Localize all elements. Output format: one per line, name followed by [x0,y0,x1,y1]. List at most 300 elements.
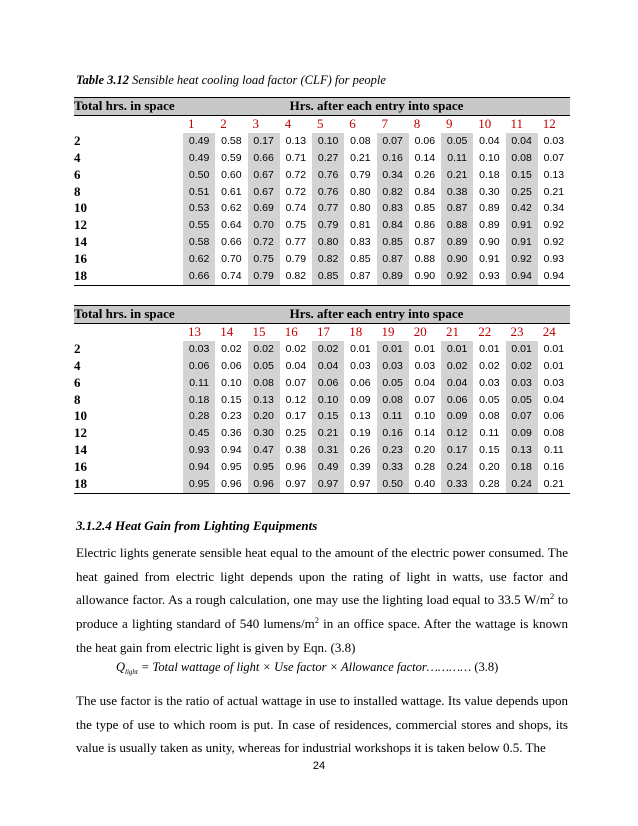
row-label-total-hrs: 14 [74,442,87,458]
clf-value-cell: 0.24 [506,476,538,493]
table-row [74,425,570,442]
clf-value-cell: 0.04 [506,133,538,150]
equation-number: (3.8) [471,660,499,674]
clf-value-cell: 0.82 [312,251,344,268]
clf-value-cell: 0.09 [441,408,473,425]
row-label-total-hrs: 8 [74,391,81,407]
hour-cell: 21 [446,323,459,339]
clf-value-cell: 0.09 [506,425,538,442]
clf-value-cell: 0.06 [312,375,344,392]
span-header-hrs-after: Hrs. after each entry into space [183,98,570,116]
clf-value-cell: 0.01 [350,342,371,355]
clf-value-cell: 0.53 [183,200,215,217]
clf-value-cell: 0.74 [285,202,307,215]
clf-value-cell: 0.11 [544,444,564,457]
table-row [74,375,570,392]
clf-value-cell: 0.96 [285,461,307,474]
clf-value-cell: 0.90 [479,236,500,249]
clf-value-cell: 0.33 [441,476,473,493]
clf-value-cell: 0.02 [248,341,280,358]
clf-value-cell: 0.08 [543,427,565,440]
table-row [74,217,570,234]
clf-value-cell: 0.08 [377,392,409,409]
clf-value-cell: 0.38 [285,444,307,457]
clf-value-cell: 0.87 [377,251,409,268]
table-caption [76,73,386,88]
clf-value-cell: 0.17 [285,410,307,423]
clf-value-cell: 0.77 [312,200,344,217]
hours-row [74,323,570,340]
paragraph-lighting [76,541,568,660]
clf-value-cell: 0.21 [538,476,570,493]
clf-value-cell: 0.03 [543,134,565,147]
clf-value-cell: 0.84 [377,217,409,234]
clf-value-cell: 0.13 [543,168,565,181]
clf-value-cell: 0.18 [479,168,500,181]
clf-value-cell: 0.10 [479,151,500,164]
clf-value-cell: 0.72 [285,168,307,181]
table-row [74,150,570,167]
clf-value-cell: 0.94 [183,459,215,476]
clf-value-cell: 0.40 [409,476,441,493]
section-heading: 3.1.2.4 Heat Gain from Lighting Equipments [76,518,318,533]
clf-value-cell: 0.04 [414,376,436,389]
clf-value-cell: 0.11 [377,408,409,425]
clf-value-cell: 0.95 [248,459,280,476]
clf-value-cell: 0.66 [248,150,280,167]
hour-cell: 13 [188,323,201,339]
clf-value-cell: 0.25 [506,184,538,201]
clf-value-cell: 0.97 [280,476,312,493]
clf-value-cell: 0.08 [479,410,500,423]
hour-cell: 1 [188,115,195,131]
clf-value-cell: 0.12 [441,425,473,442]
clf-value-cell: 0.04 [285,359,307,372]
clf-value-cell: 0.06 [441,392,473,409]
clf-value-cell: 0.03 [183,341,215,358]
table-row [74,341,570,358]
table-row [74,268,570,285]
clf-value-cell: 0.11 [441,150,473,167]
para1-text-c: in an office space. After the wattage is known the heat gain from electric light is given by Eqn. (3.8) [76,616,569,655]
clf-value-cell: 0.18 [183,392,215,409]
hour-cell: 3 [252,115,259,131]
clf-value-cell: 0.80 [350,202,371,215]
clf-value-cell: 0.70 [248,217,280,234]
clf-value-cell: 0.01 [543,359,565,372]
clf-value-cell: 0.89 [479,202,500,215]
para1-superscript: 2 [550,591,555,602]
hour-cell: 23 [510,323,524,339]
clf-value-cell: 0.13 [350,410,371,423]
clf-value-cell: 0.02 [312,341,344,358]
clf-value-cell: 0.04 [479,134,500,147]
clf-value-cell: 0.69 [248,200,280,217]
clf-value-cell: 0.08 [350,134,371,147]
clf-value-cell: 0.85 [312,268,344,285]
clf-value-cell: 0.92 [543,236,565,249]
clf-value-cell: 0.59 [221,151,242,164]
row-label-total-hrs: 2 [74,132,81,148]
clf-value-cell: 0.04 [441,375,473,392]
clf-table-hours-1-12 [74,97,570,286]
clf-value-cell: 0.06 [221,359,242,372]
para1-superscript: 2 [314,615,319,626]
hour-cell: 22 [478,323,492,339]
row-label-total-hrs: 16 [74,459,87,475]
clf-value-cell: 0.62 [221,202,242,215]
clf-value-cell: 0.64 [221,219,242,232]
clf-value-cell: 0.07 [285,376,307,389]
clf-value-cell: 0.96 [215,476,247,493]
clf-value-cell: 0.13 [285,134,307,147]
clf-value-cell: 0.01 [441,341,473,358]
clf-value-cell: 0.58 [221,134,242,147]
clf-value-cell: 0.02 [221,342,242,355]
clf-value-cell: 0.49 [312,459,344,476]
para1-text-a: Electric lights generate sensible heat equal to the amount of the electric power consumed. The heat gained from electric light depends upon the rating of light in watts, use factor and allowance factor. As a rough calculation, one may use the lighting load equal to 33.5 W/m [76,545,568,608]
clf-value-cell: 0.87 [441,200,473,217]
clf-value-cell: 0.11 [479,427,500,440]
span-header-hrs-after: Hrs. after each entry into space [183,306,570,324]
table-row [74,251,570,268]
hour-cell: 24 [542,323,556,339]
clf-table-hours-13-24 [74,305,570,494]
clf-value-cell: 0.13 [506,442,538,459]
clf-value-cell: 0.85 [414,202,436,215]
row-label-total-hrs: 4 [74,149,81,165]
row-label-total-hrs: 18 [74,268,183,285]
clf-value-cell: 0.76 [312,167,344,184]
row-label-total-hrs: 8 [74,183,81,199]
clf-value-cell: 0.30 [479,185,500,198]
clf-value-cell: 0.02 [441,358,473,375]
clf-value-cell: 0.92 [506,251,538,268]
clf-value-cell: 0.93 [473,268,505,285]
clf-value-cell: 0.91 [506,234,538,251]
hour-cell: 12 [542,115,556,131]
clf-value-cell: 0.26 [350,444,371,457]
clf-value-cell: 0.03 [350,359,371,372]
clf-value-cell: 0.87 [414,236,436,249]
clf-value-cell: 0.94 [221,444,242,457]
clf-value-cell: 0.95 [221,461,242,474]
row-label-total-hrs: 10 [74,200,87,216]
clf-value-cell: 0.16 [377,150,409,167]
clf-value-cell: 0.16 [377,425,409,442]
clf-value-cell: 0.75 [285,219,307,232]
clf-value-cell: 0.51 [183,184,215,201]
clf-value-cell: 0.04 [312,358,344,375]
clf-value-cell: 0.95 [183,476,215,493]
row-label-total-hrs: 2 [74,340,81,356]
clf-value-cell: 0.79 [350,168,371,181]
clf-value-cell: 0.10 [312,133,344,150]
clf-value-cell: 0.20 [248,408,280,425]
clf-value-cell: 0.89 [377,268,409,285]
clf-value-cell: 0.39 [350,461,371,474]
clf-value-cell: 0.21 [312,425,344,442]
clf-value-cell: 0.72 [248,234,280,251]
clf-value-cell: 0.09 [350,393,371,406]
row-label-total-hrs: 16 [74,251,87,267]
clf-value-cell: 0.75 [248,251,280,268]
clf-value-cell: 0.07 [377,133,409,150]
table-row [74,459,570,476]
clf-value-cell: 0.34 [543,202,565,215]
clf-value-cell: 0.67 [248,184,280,201]
hour-cell: 8 [413,115,421,131]
clf-value-cell: 0.33 [377,459,409,476]
clf-value-cell: 0.28 [473,476,505,493]
clf-value-cell: 0.49 [183,133,215,150]
table-row [74,133,570,150]
clf-value-cell: 0.05 [506,392,538,409]
page-number: 24 [312,760,326,772]
clf-value-cell: 0.92 [543,219,565,232]
hour-cell: 9 [446,115,453,131]
clf-value-cell: 0.83 [377,200,409,217]
row-label-total-hrs: 12 [74,425,87,441]
clf-value-cell: 0.94 [538,268,570,285]
clf-value-cell: 0.36 [221,427,242,440]
clf-value-cell: 0.08 [248,375,280,392]
hour-cell: 6 [349,115,356,131]
paragraph-use-factor: The use factor is the ratio of actual wattage in use to installed wattage. Its value depends upon the type of use to which room is put. In case of residences, commercial stores and shops, its value is usually taken as unity, whereas for industrial workshops it is taken below 0.5. The [76,693,568,756]
clf-value-cell: 0.01 [543,342,565,355]
clf-value-cell: 0.26 [414,168,436,181]
clf-value-cell: 0.87 [344,268,376,285]
clf-value-cell: 0.01 [377,341,409,358]
clf-value-cell: 0.17 [248,133,280,150]
clf-value-cell: 0.79 [248,268,280,285]
clf-value-cell: 0.34 [377,167,409,184]
row-label-total-hrs: 6 [74,374,81,390]
caption-label: Table 3.12 [76,73,130,87]
hour-cell: 4 [284,115,292,131]
clf-value-cell: 0.88 [414,253,436,266]
clf-value-cell: 0.79 [312,217,344,234]
clf-value-cell: 0.97 [344,476,376,493]
clf-value-cell: 0.91 [506,217,538,234]
clf-value-cell: 0.77 [285,236,307,249]
clf-value-cell: 0.90 [409,268,441,285]
clf-value-cell: 0.85 [377,234,409,251]
clf-value-cell: 0.11 [183,375,215,392]
row-label-total-hrs: 18 [74,476,183,493]
clf-value-cell: 0.15 [479,444,500,457]
clf-value-cell: 0.92 [441,268,473,285]
clf-value-cell: 0.05 [248,358,280,375]
clf-value-cell: 0.13 [248,392,280,409]
clf-value-cell: 0.15 [221,393,242,406]
table-row [74,442,570,459]
clf-value-cell: 0.25 [285,427,307,440]
hour-cell: 5 [317,115,324,131]
clf-value-cell: 0.31 [312,442,344,459]
clf-value-cell: 0.72 [285,185,307,198]
clf-value-cell: 0.06 [414,134,436,147]
clf-value-cell: 0.06 [543,410,565,423]
clf-value-cell: 0.21 [350,151,371,164]
clf-value-cell: 0.89 [479,219,500,232]
hour-cell: 20 [413,323,427,339]
clf-value-cell: 0.24 [441,459,473,476]
clf-value-cell: 0.62 [183,251,215,268]
clf-value-cell: 0.03 [543,376,565,389]
clf-value-cell: 0.20 [414,444,436,457]
row-label-total-hrs: 10 [74,408,87,424]
clf-value-cell: 0.61 [221,185,242,198]
hour-cell: 18 [349,323,363,339]
clf-value-cell: 0.05 [377,375,409,392]
clf-value-cell: 0.21 [441,167,473,184]
table-row [74,200,570,217]
clf-value-cell: 0.15 [312,408,344,425]
caption-text: Sensible heat cooling load factor (CLF) for people [129,73,386,87]
clf-value-cell: 0.47 [248,442,280,459]
clf-value-cell: 0.23 [221,410,242,423]
para1-text-b: to produce a lighting standard of 540 lumens/m [76,592,568,632]
clf-value-cell: 0.07 [414,393,436,406]
clf-value-cell: 0.03 [414,359,436,372]
hour-cell: 10 [478,115,492,131]
clf-value-cell: 0.03 [377,358,409,375]
table-row [74,167,570,184]
clf-value-cell: 0.83 [350,236,371,249]
clf-value-cell: 0.85 [350,253,371,266]
row-label-total-hrs: 14 [74,234,87,250]
hour-cell: 16 [284,323,298,339]
equation-subscript: light [125,668,138,676]
clf-value-cell: 0.14 [414,151,436,164]
table-header-row [74,98,570,116]
col-header-total-hrs: Total hrs. in space [74,98,183,116]
clf-value-cell: 0.71 [285,151,307,164]
clf-value-cell: 0.27 [312,150,344,167]
table-row [74,392,570,409]
clf-value-cell: 0.12 [285,393,307,406]
clf-value-cell: 0.06 [183,358,215,375]
clf-value-cell: 0.17 [441,442,473,459]
clf-value-cell: 0.10 [312,392,344,409]
table-row [74,234,570,251]
clf-value-cell: 0.20 [479,461,500,474]
clf-value-cell: 0.80 [350,185,371,198]
clf-value-cell: 0.05 [479,393,500,406]
table-row [74,358,570,375]
hours-row [74,115,570,132]
clf-value-cell: 0.06 [350,376,371,389]
hour-cell: 11 [510,115,524,131]
clf-value-cell: 0.93 [183,442,215,459]
clf-value-cell: 0.03 [506,375,538,392]
clf-value-cell: 0.19 [350,427,371,440]
clf-value-cell: 0.88 [441,217,473,234]
clf-value-cell: 0.21 [543,185,565,198]
clf-value-cell: 0.86 [414,219,436,232]
equation-lhs: Q [116,660,126,674]
table-header-row [74,306,570,324]
clf-value-cell: 0.50 [183,167,215,184]
clf-value-cell: 0.50 [377,476,409,493]
clf-value-cell: 0.82 [280,268,312,285]
clf-value-cell: 0.84 [414,185,436,198]
clf-value-cell: 0.10 [221,376,242,389]
clf-value-cell: 0.01 [506,341,538,358]
clf-value-cell: 0.08 [506,150,538,167]
clf-value-cell: 0.02 [285,342,307,355]
row-label-total-hrs: 6 [74,166,81,182]
clf-value-cell: 0.03 [479,376,500,389]
clf-value-cell: 0.67 [248,167,280,184]
clf-value-cell: 0.07 [506,408,538,425]
clf-value-cell: 0.97 [312,476,344,493]
hour-cell: 2 [220,115,227,131]
col-header-total-hrs: Total hrs. in space [74,306,183,324]
clf-value-cell: 0.55 [183,217,215,234]
table-row [74,408,570,425]
clf-value-cell: 0.04 [543,393,565,406]
clf-value-cell: 0.91 [479,253,500,266]
clf-value-cell: 0.10 [414,410,436,423]
clf-value-cell: 0.45 [183,425,215,442]
clf-value-cell: 0.38 [441,184,473,201]
hour-cell: 17 [317,323,330,339]
clf-value-cell: 0.74 [215,268,247,285]
clf-value-cell: 0.01 [479,342,500,355]
hour-cell: 7 [381,115,388,131]
table-row [74,476,570,493]
clf-value-cell: 0.05 [441,133,473,150]
clf-value-cell: 0.93 [543,253,565,266]
clf-value-cell: 0.28 [414,461,436,474]
clf-value-cell: 0.01 [414,342,436,355]
clf-value-cell: 0.76 [312,184,344,201]
row-label-total-hrs: 4 [74,357,81,373]
clf-value-cell: 0.02 [479,359,500,372]
clf-value-cell: 0.30 [248,425,280,442]
clf-value-cell: 0.94 [506,268,538,285]
hour-cell: 14 [220,323,234,339]
clf-value-cell: 0.49 [183,150,215,167]
clf-value-cell: 0.16 [543,461,565,474]
clf-value-cell: 0.81 [350,219,371,232]
clf-value-cell: 0.02 [506,358,538,375]
clf-value-cell: 0.80 [312,234,344,251]
clf-value-cell: 0.15 [506,167,538,184]
clf-value-cell: 0.18 [506,459,538,476]
clf-value-cell: 0.66 [183,268,215,285]
equation-3-8 [116,660,498,675]
clf-value-cell: 0.79 [285,253,307,266]
table-row [74,184,570,201]
clf-value-cell: 0.28 [183,408,215,425]
clf-value-cell: 0.90 [441,251,473,268]
clf-value-cell: 0.07 [543,151,565,164]
clf-value-cell: 0.58 [183,234,215,251]
clf-value-cell: 0.23 [377,442,409,459]
row-label-total-hrs: 12 [74,217,87,233]
clf-value-cell: 0.66 [221,236,242,249]
clf-value-cell: 0.82 [377,184,409,201]
clf-value-cell: 0.14 [414,427,436,440]
clf-value-cell: 0.42 [506,200,538,217]
hour-cell: 19 [381,323,395,339]
clf-value-cell: 0.60 [221,168,242,181]
clf-value-cell: 0.89 [441,234,473,251]
hour-cell: 15 [252,323,266,339]
